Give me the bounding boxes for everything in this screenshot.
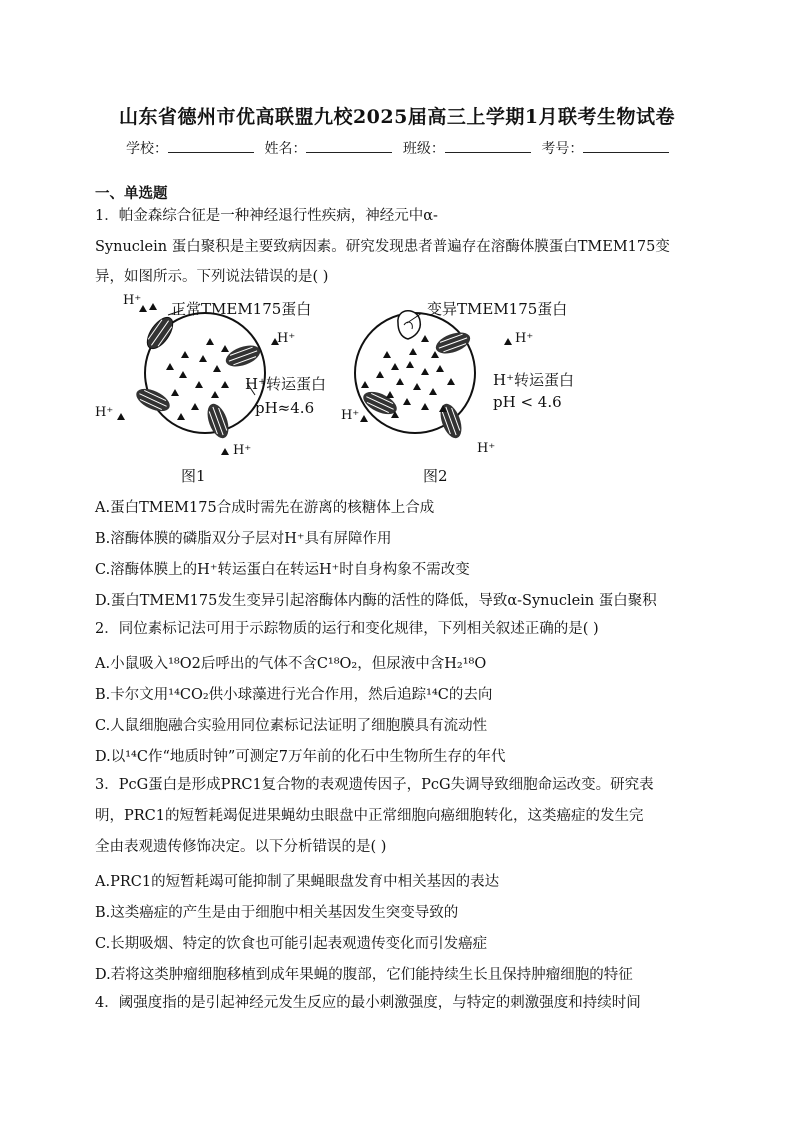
fig1-transporter-label: H⁺转运蛋白	[245, 375, 326, 393]
fig1-ion-topleft: H⁺	[123, 293, 142, 308]
q3-option-a[interactable]: A.PRC1的短暂耗竭可能抑制了果蝇眼盘发育中相关基因的表达	[95, 874, 500, 890]
q3-stem-line2: 明，PRC1的短暂耗竭促进果蝇幼虫眼盘中正常细胞向癌细胞转化，这类癌症的发生完	[95, 808, 644, 824]
school-blank[interactable]	[168, 140, 254, 153]
q3-option-d[interactable]: D.若将这类肿瘤细胞移植到成年果蝇的腹部，它们能持续生长且保持肿瘤细胞的特征	[95, 967, 633, 983]
student-info-row	[126, 138, 675, 158]
fig2-ion-left: H⁺	[341, 408, 360, 423]
q4-stem-line1: 4．阈强度指的是引起神经元发生反应的最小刺激强度，与特定的刺激强度和持续时间	[95, 995, 641, 1011]
page-title: 山东省德州市优高联盟九校2025届高三上学期1月联考生物试卷	[118, 106, 676, 128]
q3-stem-line3: 全由表观遗传修饰决定。以下分析错误的是( )	[95, 839, 387, 855]
class-label: 班级：	[402, 141, 445, 157]
q1-option-a[interactable]: A.蛋白TMEM175合成时需先在游离的核糖体上合成	[95, 500, 435, 516]
fig2-top-label: 变异TMEM175蛋白	[427, 300, 568, 318]
q3-stem-line1: 3．PcG蛋白是形成PRC1复合物的表观遗传因子，PcG失调导致细胞命运改变。研究表	[95, 777, 654, 793]
q2-option-c[interactable]: C.人鼠细胞融合实验用同位素标记法证明了细胞膜具有流动性	[95, 718, 488, 734]
fig1-ion-bottom: H⁺	[233, 443, 252, 458]
section-heading: 一、单选题	[95, 186, 168, 202]
q3-option-b[interactable]: B.这类癌症的产生是由于细胞中相关基因发生突变导致的	[95, 905, 459, 921]
fig2-ion-right: H⁺	[515, 331, 534, 346]
q1-option-d[interactable]: D.蛋白TMEM175发生变异引起溶酶体内酶的活性的降低，导致α-Synuclein 蛋白聚积	[95, 593, 657, 609]
q1-stem-line2: Synuclein 蛋白聚积是主要致病因素。研究发现患者普遍存在溶酶体膜蛋白TMEM175变	[95, 239, 670, 255]
q2-option-a[interactable]: A.小鼠吸入¹⁸O2后呼出的气体不含C¹⁸O₂，但尿液中含H₂¹⁸O	[95, 656, 487, 672]
number-blank[interactable]	[583, 140, 669, 153]
fig2-caption: 图2	[423, 467, 448, 485]
q1-option-c[interactable]: C.溶酶体膜上的H⁺转运蛋白在转运H⁺时自身构象不需改变	[95, 562, 470, 578]
lysosome-figure	[95, 293, 615, 493]
fig1-top-label: 正常TMEM175蛋白	[171, 300, 312, 318]
q2-option-d[interactable]: D.以¹⁴C作“地质时钟”可测定7万年前的化石中生物所生存的年代	[95, 749, 506, 765]
q1-option-b[interactable]: B.溶酶体膜的磷脂双分子层对H⁺具有屏障作用	[95, 531, 392, 547]
fig1-caption: 图1	[181, 467, 206, 485]
q2-stem: 2．同位素标记法可用于示踪物质的运行和变化规律，下列相关叙述正确的是( )	[95, 621, 599, 637]
name-blank[interactable]	[306, 140, 392, 153]
fig2-transporter-label: H⁺转运蛋白	[493, 371, 574, 389]
q3-option-c[interactable]: C.长期吸烟、特定的饮食也可能引起表观遗传变化而引发癌症	[95, 936, 488, 952]
number-label: 考号：	[541, 141, 584, 157]
q1-stem-line3: 异，如图所示。下列说法错误的是( )	[95, 269, 329, 285]
fig1-ion-right: H⁺	[277, 331, 296, 346]
class-blank[interactable]	[445, 140, 531, 153]
q2-option-b[interactable]: B.卡尔文用¹⁴CO₂供小球藻进行光合作用，然后追踪¹⁴C的去向	[95, 687, 493, 703]
fig1-ph-label: pH≈4.6	[255, 399, 315, 417]
fig1-ion-left: H⁺	[95, 405, 114, 420]
name-label: 姓名：	[264, 141, 307, 157]
school-label: 学校：	[126, 141, 168, 157]
fig2-ion-bottom: H⁺	[477, 441, 496, 456]
q1-stem-line1: 1．帕金森综合征是一种神经退行性疾病，神经元中α-	[95, 208, 438, 224]
fig2-ph-label: pH < 4.6	[493, 393, 562, 411]
